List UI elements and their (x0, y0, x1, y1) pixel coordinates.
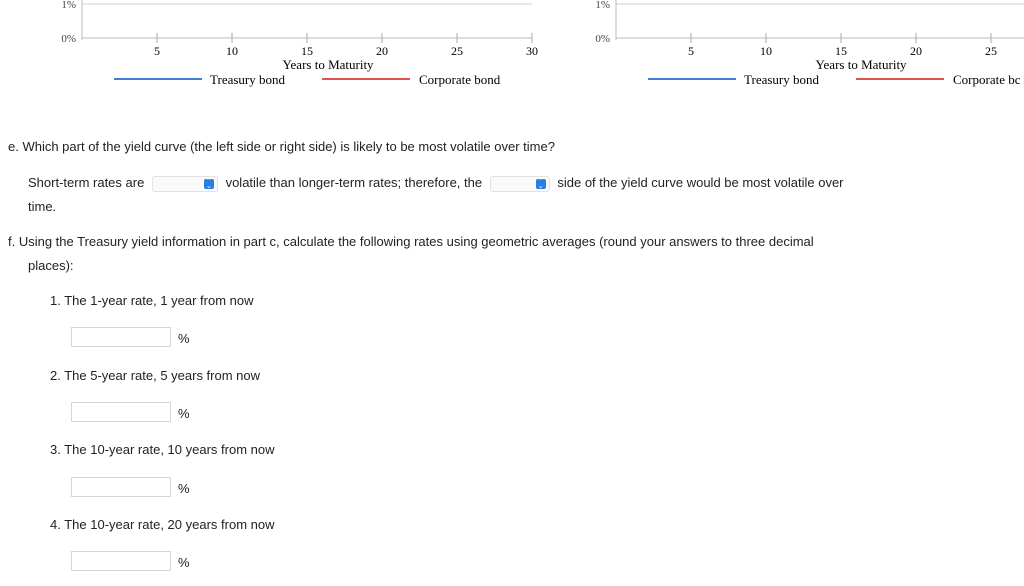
y-tick-label: 0% (61, 33, 76, 45)
item-2-unit: % (178, 406, 190, 421)
question-e: e. Which part of the yield curve (the left side or right side) is likely to be most volatile over time? (8, 139, 555, 154)
x-tick-label: 5 (688, 44, 694, 58)
legend-label-treasury: Treasury bond (744, 72, 819, 87)
yield-chart-left (0, 0, 540, 100)
x-axis-title: Years to Maturity (282, 57, 374, 72)
x-tick-label: 15 (301, 44, 313, 58)
more-less-dropdown[interactable] (152, 176, 218, 192)
x-ticks (154, 33, 538, 58)
item-1-label: 1. The 1-year rate, 1 year from now (50, 293, 254, 308)
x-tick-label: 25 (451, 44, 463, 58)
item-3-unit: % (178, 481, 190, 496)
item-3-label: 3. The 10-year rate, 10 years from now (50, 442, 275, 457)
item-1-unit: % (178, 331, 190, 346)
chevron-updown-icon: ⌃ ⌄ (536, 179, 546, 189)
x-tick-label: 25 (985, 44, 997, 58)
item-4-input[interactable] (71, 551, 171, 571)
x-tick-label: 20 (910, 44, 922, 58)
x-tick-label: 30 (526, 44, 538, 58)
text-time: time. (28, 199, 57, 214)
yield-chart-left-svg (0, 0, 540, 100)
item-3-input[interactable] (71, 477, 171, 497)
question-e-answer-line (28, 174, 844, 192)
x-tick-label: 20 (376, 44, 388, 58)
item-4-unit: % (178, 555, 190, 570)
legend-label-corporate: Corporate bc (953, 72, 1021, 87)
legend-label-corporate: Corporate bond (419, 72, 501, 87)
y-tick-label: 1% (61, 0, 76, 11)
item-2-input[interactable] (71, 402, 171, 422)
y-tick-label: 0% (595, 33, 610, 45)
y-tick-label: 1% (595, 0, 610, 11)
x-tick-label: 10 (226, 44, 238, 58)
yield-chart-right-svg (540, 0, 1024, 100)
legend-label-treasury: Treasury bond (210, 72, 285, 87)
x-tick-label: 10 (760, 44, 772, 58)
x-tick-label: 15 (835, 44, 847, 58)
text-volatile: volatile than longer-term rates; therefore, the (225, 175, 483, 190)
question-f-line2: places): (28, 258, 74, 273)
x-tick-label: 5 (154, 44, 160, 58)
yield-chart-right (540, 0, 1024, 100)
question-f-line1: f. Using the Treasury yield information in part c, calculate the following rates using geometric averages (round your answers to three decimal (8, 234, 814, 249)
left-right-dropdown[interactable] (490, 176, 550, 192)
item-4-label: 4. The 10-year rate, 20 years from now (50, 517, 275, 532)
text-side: side of the yield curve would be most volatile over (557, 175, 844, 190)
item-1-input[interactable] (71, 327, 171, 347)
item-2-label: 2. The 5-year rate, 5 years from now (50, 368, 261, 383)
chevron-updown-icon: ⌃ ⌄ (204, 179, 214, 189)
x-axis-title: Years to Maturity (815, 57, 907, 72)
text-short-term: Short-term rates are (28, 175, 145, 190)
x-ticks (688, 33, 997, 58)
